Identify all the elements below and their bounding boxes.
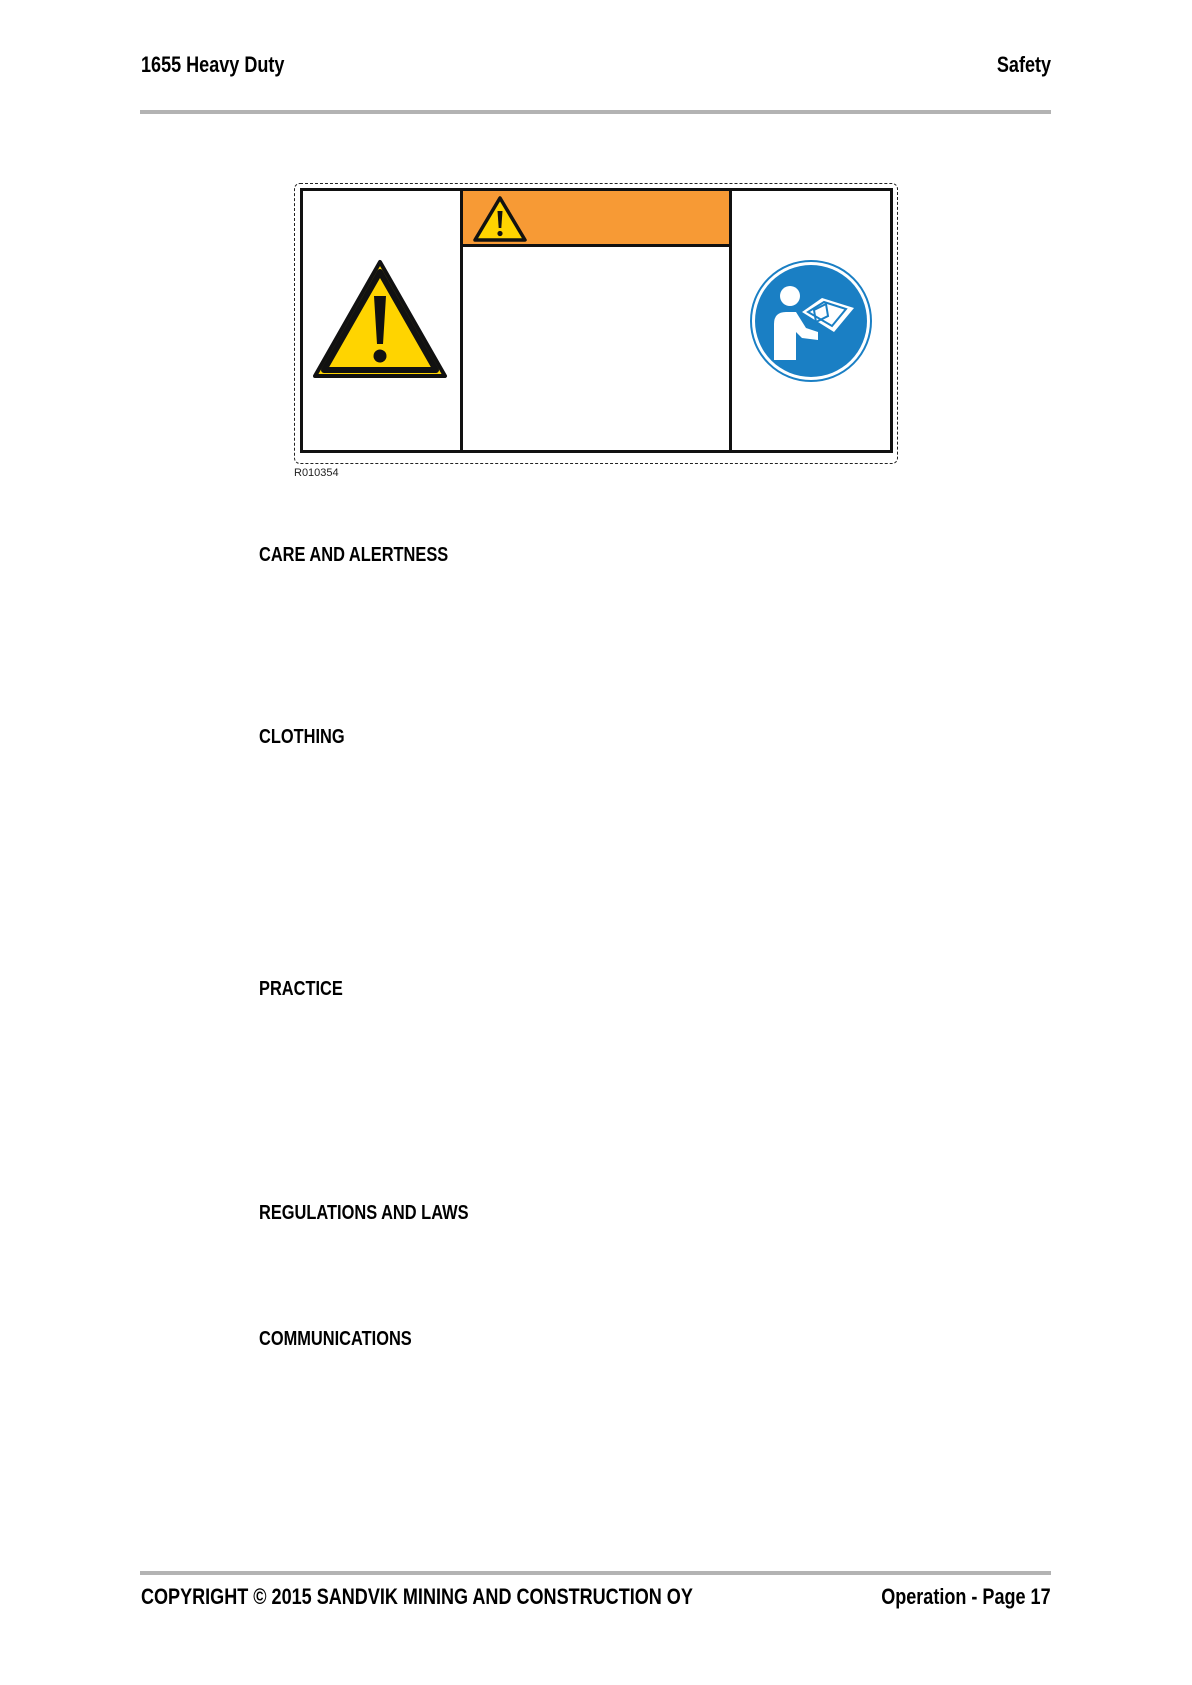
read-manual-icon [750, 260, 872, 382]
label-divider [729, 188, 732, 453]
section-heading-care-and-alertness: CARE AND ALERTNESS [259, 544, 449, 566]
warning-triangle-icon [311, 258, 449, 382]
section-heading-practice: PRACTICE [259, 978, 343, 1000]
section-heading-regulations-and-laws: REGULATIONS AND LAWS [259, 1202, 469, 1224]
footer-rule [140, 1571, 1051, 1575]
section-heading-clothing: CLOTHING [259, 726, 345, 748]
chapter-title: Safety [996, 52, 1051, 77]
figure-id: R010354 [294, 467, 339, 479]
section-heading-communications: COMMUNICATIONS [259, 1328, 412, 1350]
header-rule [140, 110, 1051, 114]
page-number: Operation - Page 17 [881, 1584, 1051, 1609]
small-warning-triangle-icon [472, 195, 528, 243]
document-title: 1655 Heavy Duty [141, 52, 285, 77]
signal-word-panel [463, 191, 729, 247]
copyright-notice: COPYRIGHT © 2015 SANDVIK MINING AND CONSTRUCTION OY [141, 1584, 693, 1609]
